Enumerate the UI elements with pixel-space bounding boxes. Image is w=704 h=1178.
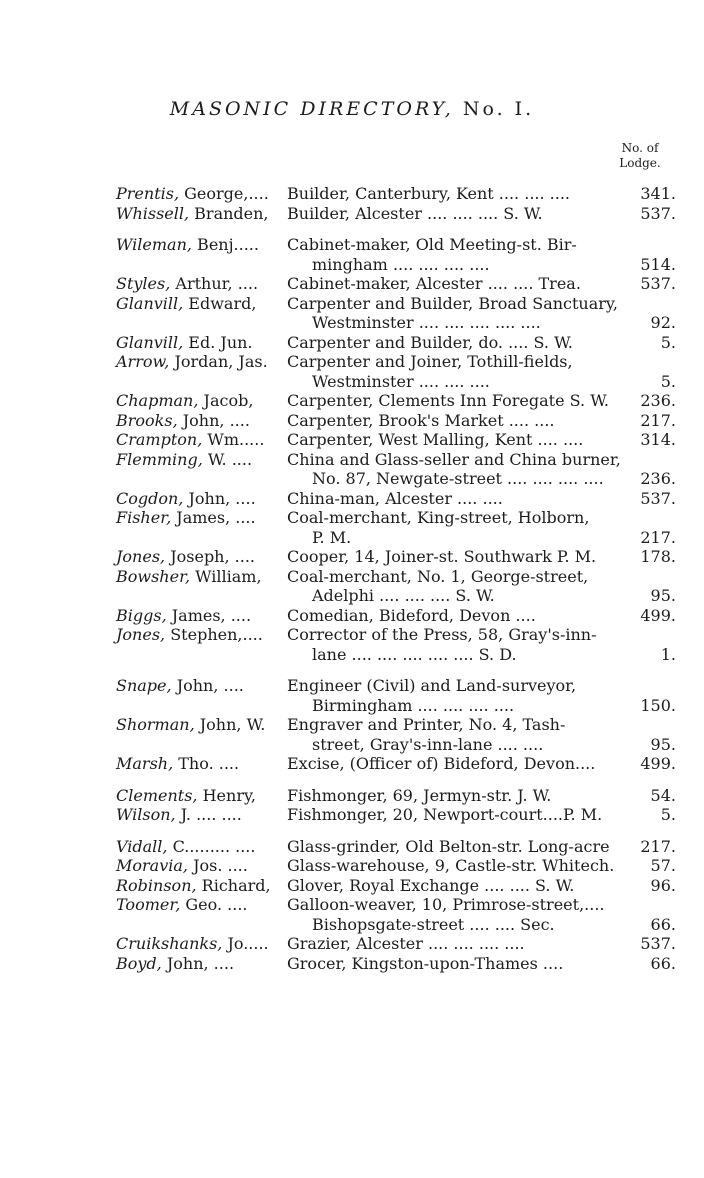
entry-description: Glass-warehouse, 9, Castle-str. Whitech. (287, 856, 615, 875)
entry-line (116, 372, 676, 392)
entry-name (116, 274, 258, 294)
entry-given-name: C......... .... (167, 836, 256, 856)
entry-name (116, 184, 269, 204)
entry-description: Grocer, Kingston-upon-Thames .... (287, 953, 564, 973)
entry-name (116, 204, 269, 224)
directory-entry (116, 411, 676, 431)
lodge-number: 95. (650, 586, 676, 605)
entry-description: Adelphi .... .... .... S. W. (312, 586, 495, 605)
directory-entry (116, 625, 676, 664)
entry-surname: Toomer, (116, 895, 181, 914)
directory-entry (116, 606, 676, 626)
lodge-number: 537. (640, 274, 676, 293)
entry-surname: Prentis, (116, 184, 180, 203)
entry-name (116, 411, 250, 431)
entry-given-name: Benj..... (191, 235, 259, 254)
entry-line (116, 294, 676, 314)
entry-given-name: Jos. .... (187, 856, 248, 875)
entry-given-name: John, .... (171, 676, 244, 695)
entry-description: street, Gray's-inn-lane .... .... (312, 734, 544, 754)
directory-entry (116, 954, 676, 974)
entry-given-name: Jacob, (198, 391, 254, 410)
lodge-number: 217. (640, 527, 676, 547)
lodge-number: 537. (640, 488, 676, 508)
lodge-number: 150. (640, 695, 676, 715)
entry-description: Westminster .... .... .... (312, 371, 490, 391)
entry-given-name: Edward, (183, 293, 257, 313)
lodge-number: 96. (650, 875, 676, 895)
entry-surname: Crampton, (116, 430, 203, 449)
entry-line (116, 696, 676, 716)
entry-name (116, 547, 255, 567)
entry-line (116, 352, 676, 372)
section-gap (116, 774, 676, 786)
entry-description: Comedian, Bideford, Devon .... (287, 605, 536, 625)
entry-name (116, 715, 265, 735)
entry-line (116, 411, 676, 431)
entry-line (116, 934, 676, 954)
entry-given-name: W. .... (202, 449, 253, 469)
entry-description: Cooper, 14, Joiner-st. Southwark P. M. (287, 547, 597, 566)
directory-entry (116, 430, 676, 450)
entry-description: lane .... .... .... .... .... S. D. (312, 644, 517, 664)
entry-line (116, 235, 676, 255)
entry-given-name: Wm..... (202, 430, 265, 449)
entry-line (116, 606, 676, 626)
entry-line (116, 715, 676, 735)
lodge-number: 1. (660, 644, 676, 664)
entry-line (116, 450, 676, 470)
entry-surname: Wilson, (116, 805, 176, 824)
section-gap (116, 223, 676, 235)
entry-line (116, 876, 676, 896)
lodge-number: 66. (650, 914, 676, 934)
entry-given-name: Geo. .... (180, 895, 248, 914)
entry-surname: Shorman, (116, 715, 195, 734)
entry-line (116, 856, 676, 876)
entry-name (116, 786, 256, 806)
entry-description: China and Glass-seller and China burner, (287, 449, 621, 469)
entry-given-name: J. .... .... (175, 805, 242, 824)
directory-entry (116, 754, 676, 774)
header-number: No. I. (462, 98, 535, 120)
lodge-header-line2: Lodge. (619, 156, 661, 170)
entry-surname: Styles, (116, 274, 171, 293)
entry-name (116, 754, 239, 774)
entry-line (116, 676, 676, 696)
directory-entry (116, 837, 676, 857)
directory-entry (116, 235, 676, 274)
lodge-number: 314. (640, 430, 676, 449)
entry-surname: Snape, (116, 676, 172, 695)
entry-name (116, 895, 248, 915)
entry-surname: Arrow, (116, 352, 170, 371)
directory-entry (116, 450, 676, 489)
entry-name (116, 567, 262, 587)
lodge-number: 499. (640, 605, 676, 625)
entry-line (116, 489, 676, 509)
entry-given-name: Richard, (196, 875, 271, 895)
entry-name (116, 333, 253, 353)
entry-line (116, 805, 676, 825)
entry-surname: Glanvill, (116, 332, 184, 352)
entry-name (116, 934, 269, 954)
entry-given-name: Branden, (189, 203, 269, 223)
entry-given-name: John, .... (161, 953, 235, 973)
directory-entry (116, 274, 676, 294)
entry-description: Coal-merchant, No. 1, George-street, (287, 566, 589, 586)
directory-entry (116, 184, 676, 204)
entry-description: Cabinet-maker, Old Meeting-st. Bir- (287, 235, 577, 254)
entry-surname: Glanvill, (116, 293, 184, 313)
entry-description: Engineer (Civil) and Land-surveyor, (287, 676, 577, 695)
entry-line (116, 430, 676, 450)
entry-given-name: William, (190, 566, 262, 586)
directory-entry (116, 856, 676, 876)
directory-entry (116, 895, 676, 934)
entry-line (116, 528, 676, 548)
section-gap (116, 664, 676, 676)
lodge-number: 66. (650, 953, 676, 973)
lodge-number: 499. (640, 754, 676, 773)
lodge-number: 95. (650, 734, 676, 754)
entry-description: Birmingham .... .... .... .... (312, 695, 515, 715)
entry-surname: Jones, (116, 547, 166, 566)
directory-entries (116, 184, 676, 973)
entry-description: Carpenter, West Malling, Kent .... .... (287, 430, 584, 449)
entry-surname: Jones, (116, 625, 166, 644)
entry-description: Builder, Alcester .... .... .... S. W. (287, 203, 543, 223)
entry-given-name: John, W. (194, 715, 266, 734)
entry-name (116, 837, 255, 857)
entry-given-name: Ed. Jun. (183, 332, 253, 352)
entry-description: Glover, Royal Exchange .... .... S. W. (287, 875, 575, 895)
entry-given-name: John, .... (183, 488, 256, 508)
entry-given-name: James, .... (171, 508, 256, 527)
entry-given-name: Henry, (197, 785, 256, 805)
lodge-number: 236. (640, 391, 676, 410)
entry-name (116, 676, 244, 696)
entry-description: China-man, Alcester .... .... (287, 488, 503, 508)
lodge-number: 5. (660, 332, 676, 352)
entry-line (116, 333, 676, 353)
lodge-number: 5. (660, 805, 676, 824)
entry-description: Cabinet-maker, Alcester .... .... Trea. (287, 274, 581, 293)
lodge-number: 514. (640, 254, 676, 274)
entry-given-name: Jo..... (222, 934, 269, 953)
entry-line (116, 469, 676, 489)
entry-line (116, 754, 676, 774)
entry-given-name: Joseph, .... (165, 547, 255, 566)
lodge-number: 92. (650, 313, 676, 332)
entry-name (116, 606, 251, 626)
entry-line (116, 204, 676, 224)
entry-description: P. M. (312, 527, 352, 547)
directory-entry (116, 204, 676, 224)
entry-description: Excise, (Officer of) Bideford, Devon.... (287, 754, 596, 773)
entry-description: Carpenter, Clements Inn Foregate S. W. (287, 391, 609, 410)
entry-line (116, 645, 676, 665)
entry-description: Builder, Canterbury, Kent .... .... .... (287, 184, 570, 203)
entry-line (116, 786, 676, 806)
entry-surname: Cogdon, (116, 488, 184, 508)
entry-name (116, 508, 256, 528)
entry-name (116, 489, 256, 509)
section-gap (116, 825, 676, 837)
entry-description: Carpenter and Builder, Broad Sanctuary, (287, 293, 618, 313)
entry-line (116, 255, 676, 275)
directory-entry (116, 547, 676, 567)
entry-name (116, 450, 252, 470)
entry-description: No. 87, Newgate-street .... .... .... .... (312, 469, 604, 488)
lodge-number: 341. (640, 184, 676, 203)
lodge-number: 236. (640, 469, 676, 488)
directory-entry (116, 715, 676, 754)
entry-line (116, 508, 676, 528)
entry-description: Carpenter, Brook's Market .... .... (287, 410, 555, 430)
entry-description: Carpenter and Joiner, Tothill-fields, (287, 352, 573, 371)
entry-name (116, 430, 264, 450)
entry-given-name: Stephen,.... (165, 625, 263, 644)
entry-name (116, 856, 248, 876)
entry-description: Corrector of the Press, 58, Gray's-inn- (287, 625, 597, 644)
page-header (0, 98, 704, 120)
lodge-number: 178. (640, 547, 676, 566)
directory-entry (116, 489, 676, 509)
entry-surname: Vidall, (116, 836, 168, 856)
entry-description: Fishmonger, 69, Jermyn-str. J. W. (287, 785, 552, 805)
entry-surname: Boyd, (116, 953, 162, 973)
entry-given-name: James, .... (166, 605, 252, 625)
entry-given-name: George,.... (179, 184, 269, 203)
lodge-column-header (606, 141, 674, 171)
lodge-number: 5. (660, 371, 676, 391)
entry-surname: Biggs, (116, 605, 167, 625)
lodge-number: 57. (650, 856, 676, 875)
lodge-number: 537. (640, 203, 676, 223)
entry-surname: Moravia, (116, 856, 188, 875)
entry-description: Carpenter and Builder, do. .... S. W. (287, 332, 573, 352)
directory-entry (116, 934, 676, 954)
directory-entry (116, 676, 676, 715)
entry-surname: Clements, (116, 785, 198, 805)
lodge-number: 537. (640, 934, 676, 953)
entry-name (116, 805, 242, 825)
directory-entry (116, 786, 676, 806)
entry-name (116, 954, 234, 974)
lodge-number: 217. (640, 836, 676, 856)
entry-line (116, 837, 676, 857)
entry-given-name: Arthur, .... (170, 274, 259, 293)
lodge-number: 54. (650, 785, 676, 805)
directory-entry (116, 352, 676, 391)
directory-entry (116, 333, 676, 353)
entry-surname: Wileman, (116, 235, 192, 254)
entry-line (116, 547, 676, 567)
entry-line (116, 915, 676, 935)
entry-surname: Bowsher, (116, 566, 191, 586)
entry-given-name: Tho. .... (173, 754, 240, 773)
entry-given-name: John, .... (177, 410, 250, 430)
entry-surname: Cruikshanks, (116, 934, 223, 953)
entry-name (116, 235, 259, 255)
entry-line (116, 895, 676, 915)
entry-name (116, 876, 271, 896)
directory-entry (116, 508, 676, 547)
entry-line (116, 313, 676, 333)
entry-description: Coal-merchant, King-street, Holborn, (287, 508, 590, 527)
entry-name (116, 625, 263, 645)
entry-line (116, 586, 676, 606)
entry-surname: Whissell, (116, 203, 190, 223)
entry-description: Engraver and Printer, No. 4, Tash- (287, 715, 566, 734)
entry-line (116, 184, 676, 204)
entry-line (116, 391, 676, 411)
entry-name (116, 352, 268, 372)
entry-description: Westminster .... .... .... .... .... (312, 313, 541, 332)
entry-description: Galloon-weaver, 10, Primrose-street,.... (287, 895, 605, 914)
entry-line (116, 954, 676, 974)
entry-description: mingham .... .... .... .... (312, 254, 490, 274)
entry-name (116, 294, 256, 314)
entry-surname: Flemming, (116, 449, 203, 469)
entry-surname: Brooks, (116, 410, 178, 430)
entry-surname: Marsh, (116, 754, 174, 773)
lodge-number: 217. (640, 410, 676, 430)
entry-line (116, 274, 676, 294)
entry-name (116, 391, 253, 411)
entry-description: Grazier, Alcester .... .... .... .... (287, 934, 525, 953)
entry-line (116, 625, 676, 645)
entry-given-name: Jordan, Jas. (169, 352, 268, 371)
directory-entry (116, 391, 676, 411)
entry-description: Bishopsgate-street .... .... Sec. (312, 914, 555, 934)
entry-line (116, 735, 676, 755)
entry-description: Fishmonger, 20, Newport-court....P. M. (287, 805, 603, 824)
directory-entry (116, 294, 676, 333)
directory-entry (116, 876, 676, 896)
entry-line (116, 567, 676, 587)
directory-entry (116, 567, 676, 606)
header-title: MASONIC DIRECTORY, (169, 98, 454, 120)
entry-surname: Chapman, (116, 391, 199, 410)
lodge-header-line1: No. of (621, 141, 659, 155)
directory-entry (116, 805, 676, 825)
entry-surname: Fisher, (116, 508, 172, 527)
entry-description: Glass-grinder, Old Belton-str. Long-acre (287, 836, 610, 856)
entry-surname: Robinson, (116, 875, 197, 895)
